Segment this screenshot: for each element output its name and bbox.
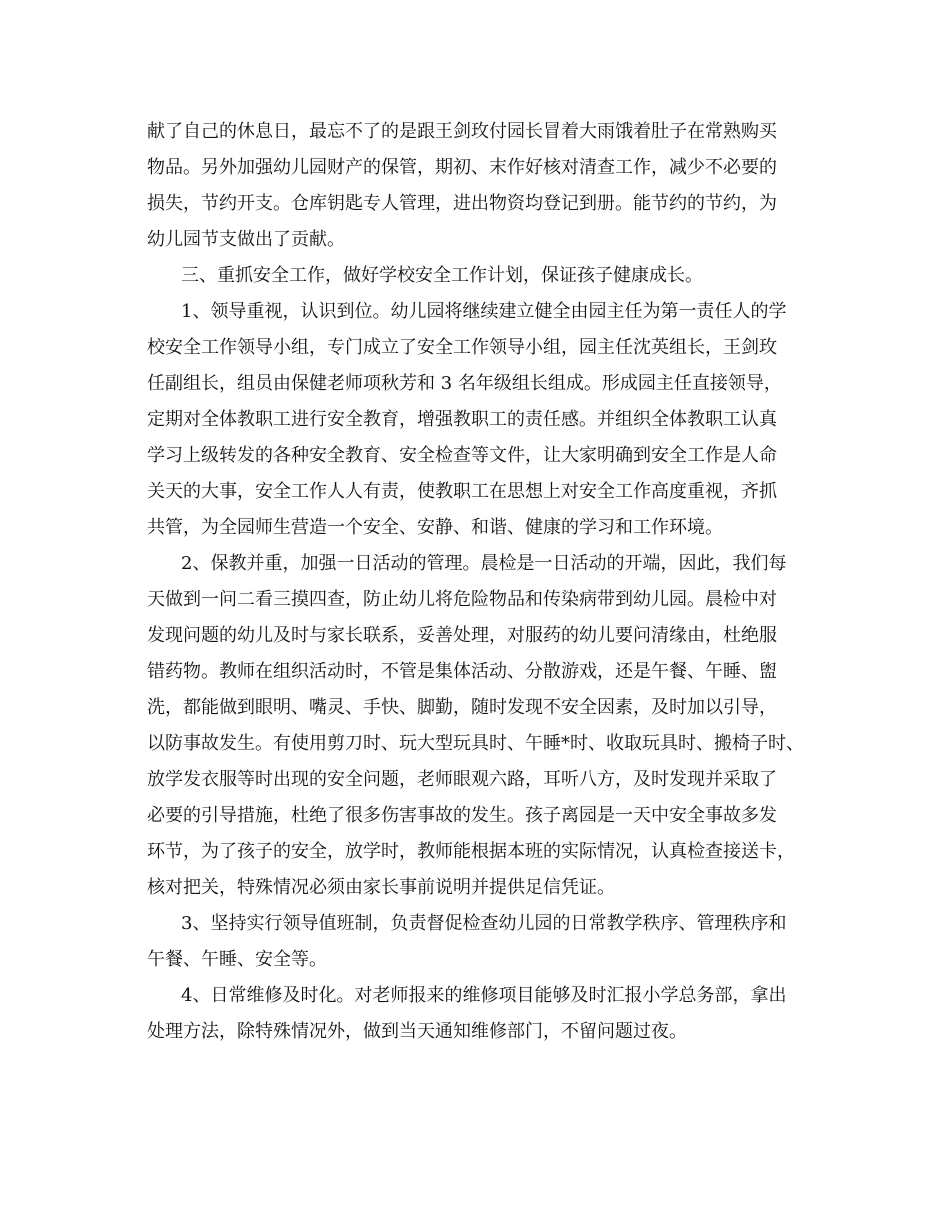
paragraph-2-line-10: 核对把关，特殊情况必须由家长事前说明并提供足信凭证。 (147, 877, 615, 898)
section-heading-safety: 三、重抓安全工作，做好学校安全工作计划，保证孩子健康成长。 (181, 265, 703, 286)
paragraph-2-line-6: 以防事故发生。有使用剪刀时、玩大型玩具时、午睡*时、收取玩具时、搬椅子时、 (147, 733, 804, 754)
paragraph-4-line-1: 4、日常维修及时化。对老师报来的维修项目能够及时汇报小学总务部，拿出 (181, 985, 787, 1006)
paragraph-1-line-6: 关天的大事，安全工作人人有责，使教职工在思想上对安全工作高度重视，齐抓 (147, 481, 777, 502)
paragraph-1-line-1: 1、领导重视，认识到位。幼儿园将继续建立健全由园主任为第一责任人的学 (181, 301, 787, 322)
paragraph-1-line-2: 校安全工作领导小组，专门成立了安全工作领导小组，园主任沈英组长，王剑玫 (147, 337, 777, 358)
paragraph-1-line-3: 任副组长，组员由保健老师项秋芳和 3 名年级组长组成。形成园主任直接领导， (147, 373, 782, 394)
paragraph-2-line-2: 天做到一问二看三摸四查，防止幼儿将危险物品和传染病带到幼儿园。晨检中对 (147, 589, 777, 610)
paragraph-2-line-7: 放学发衣服等时出现的安全问题，老师眼观六路，耳听八方，及时发现并采取了 (147, 769, 777, 790)
paragraph-1-line-4: 定期对全体教职工进行安全教育，增强教职工的责任感。并组织全体教职工认真 (147, 409, 777, 430)
paragraph-2-line-8: 必要的引导措施，杜绝了很多伤害事故的发生。孩子离园是一天中安全事故多发 (147, 805, 777, 826)
paragraph-2-line-3: 发现问题的幼儿及时与家长联系，妥善处理，对服药的幼儿要问清缘由，杜绝服 (147, 625, 777, 646)
body-line-2: 物品。另外加强幼儿园财产的保管，期初、末作好核对清查工作，减少不必要的 (147, 157, 777, 178)
paragraph-3-line-2: 午餐、午睡、安全等。 (147, 949, 327, 970)
paragraph-2-line-5: 洗，都能做到眼明、嘴灵、手快、脚勤，随时发现不安全因素，及时加以引导， (147, 697, 777, 718)
paragraph-2-line-9: 环节，为了孩子的安全，放学时，教师能根据本班的实际情况，认真检查接送卡， (147, 841, 795, 862)
body-line-3: 损失，节约开支。仓库钥匙专人管理，进出物资均登记到册。能节约的节约，为 (147, 193, 777, 214)
body-line-4: 幼儿园节支做出了贡献。 (147, 229, 345, 250)
paragraph-4-line-2: 处理方法，除特殊情况外，做到当天通知维修部门，不留问题过夜。 (147, 1021, 687, 1042)
body-line-1: 献了自己的休息日，最忘不了的是跟王剑玫付园长冒着大雨饿着肚子在常熟购买 (147, 121, 777, 142)
paragraph-1-line-7: 共管，为全园师生营造一个安全、安静、和谐、健康的学习和工作环境。 (147, 517, 723, 538)
document-body (147, 114, 809, 1050)
paragraph-2-line-1: 2、保教并重，加强一日活动的管理。晨检是一日活动的开端，因此，我们每 (181, 553, 787, 574)
paragraph-1-line-5: 学习上级转发的各种安全教育、安全检查等文件，让大家明确到安全工作是人命 (147, 445, 777, 466)
paragraph-3-line-1: 3、坚持实行领导值班制，负责督促检查幼儿园的日常教学秩序、管理秩序和 (181, 913, 787, 934)
paragraph-2-line-4: 错药物。教师在组织活动时，不管是集体活动、分散游戏，还是午餐、午睡、盥 (147, 661, 777, 682)
